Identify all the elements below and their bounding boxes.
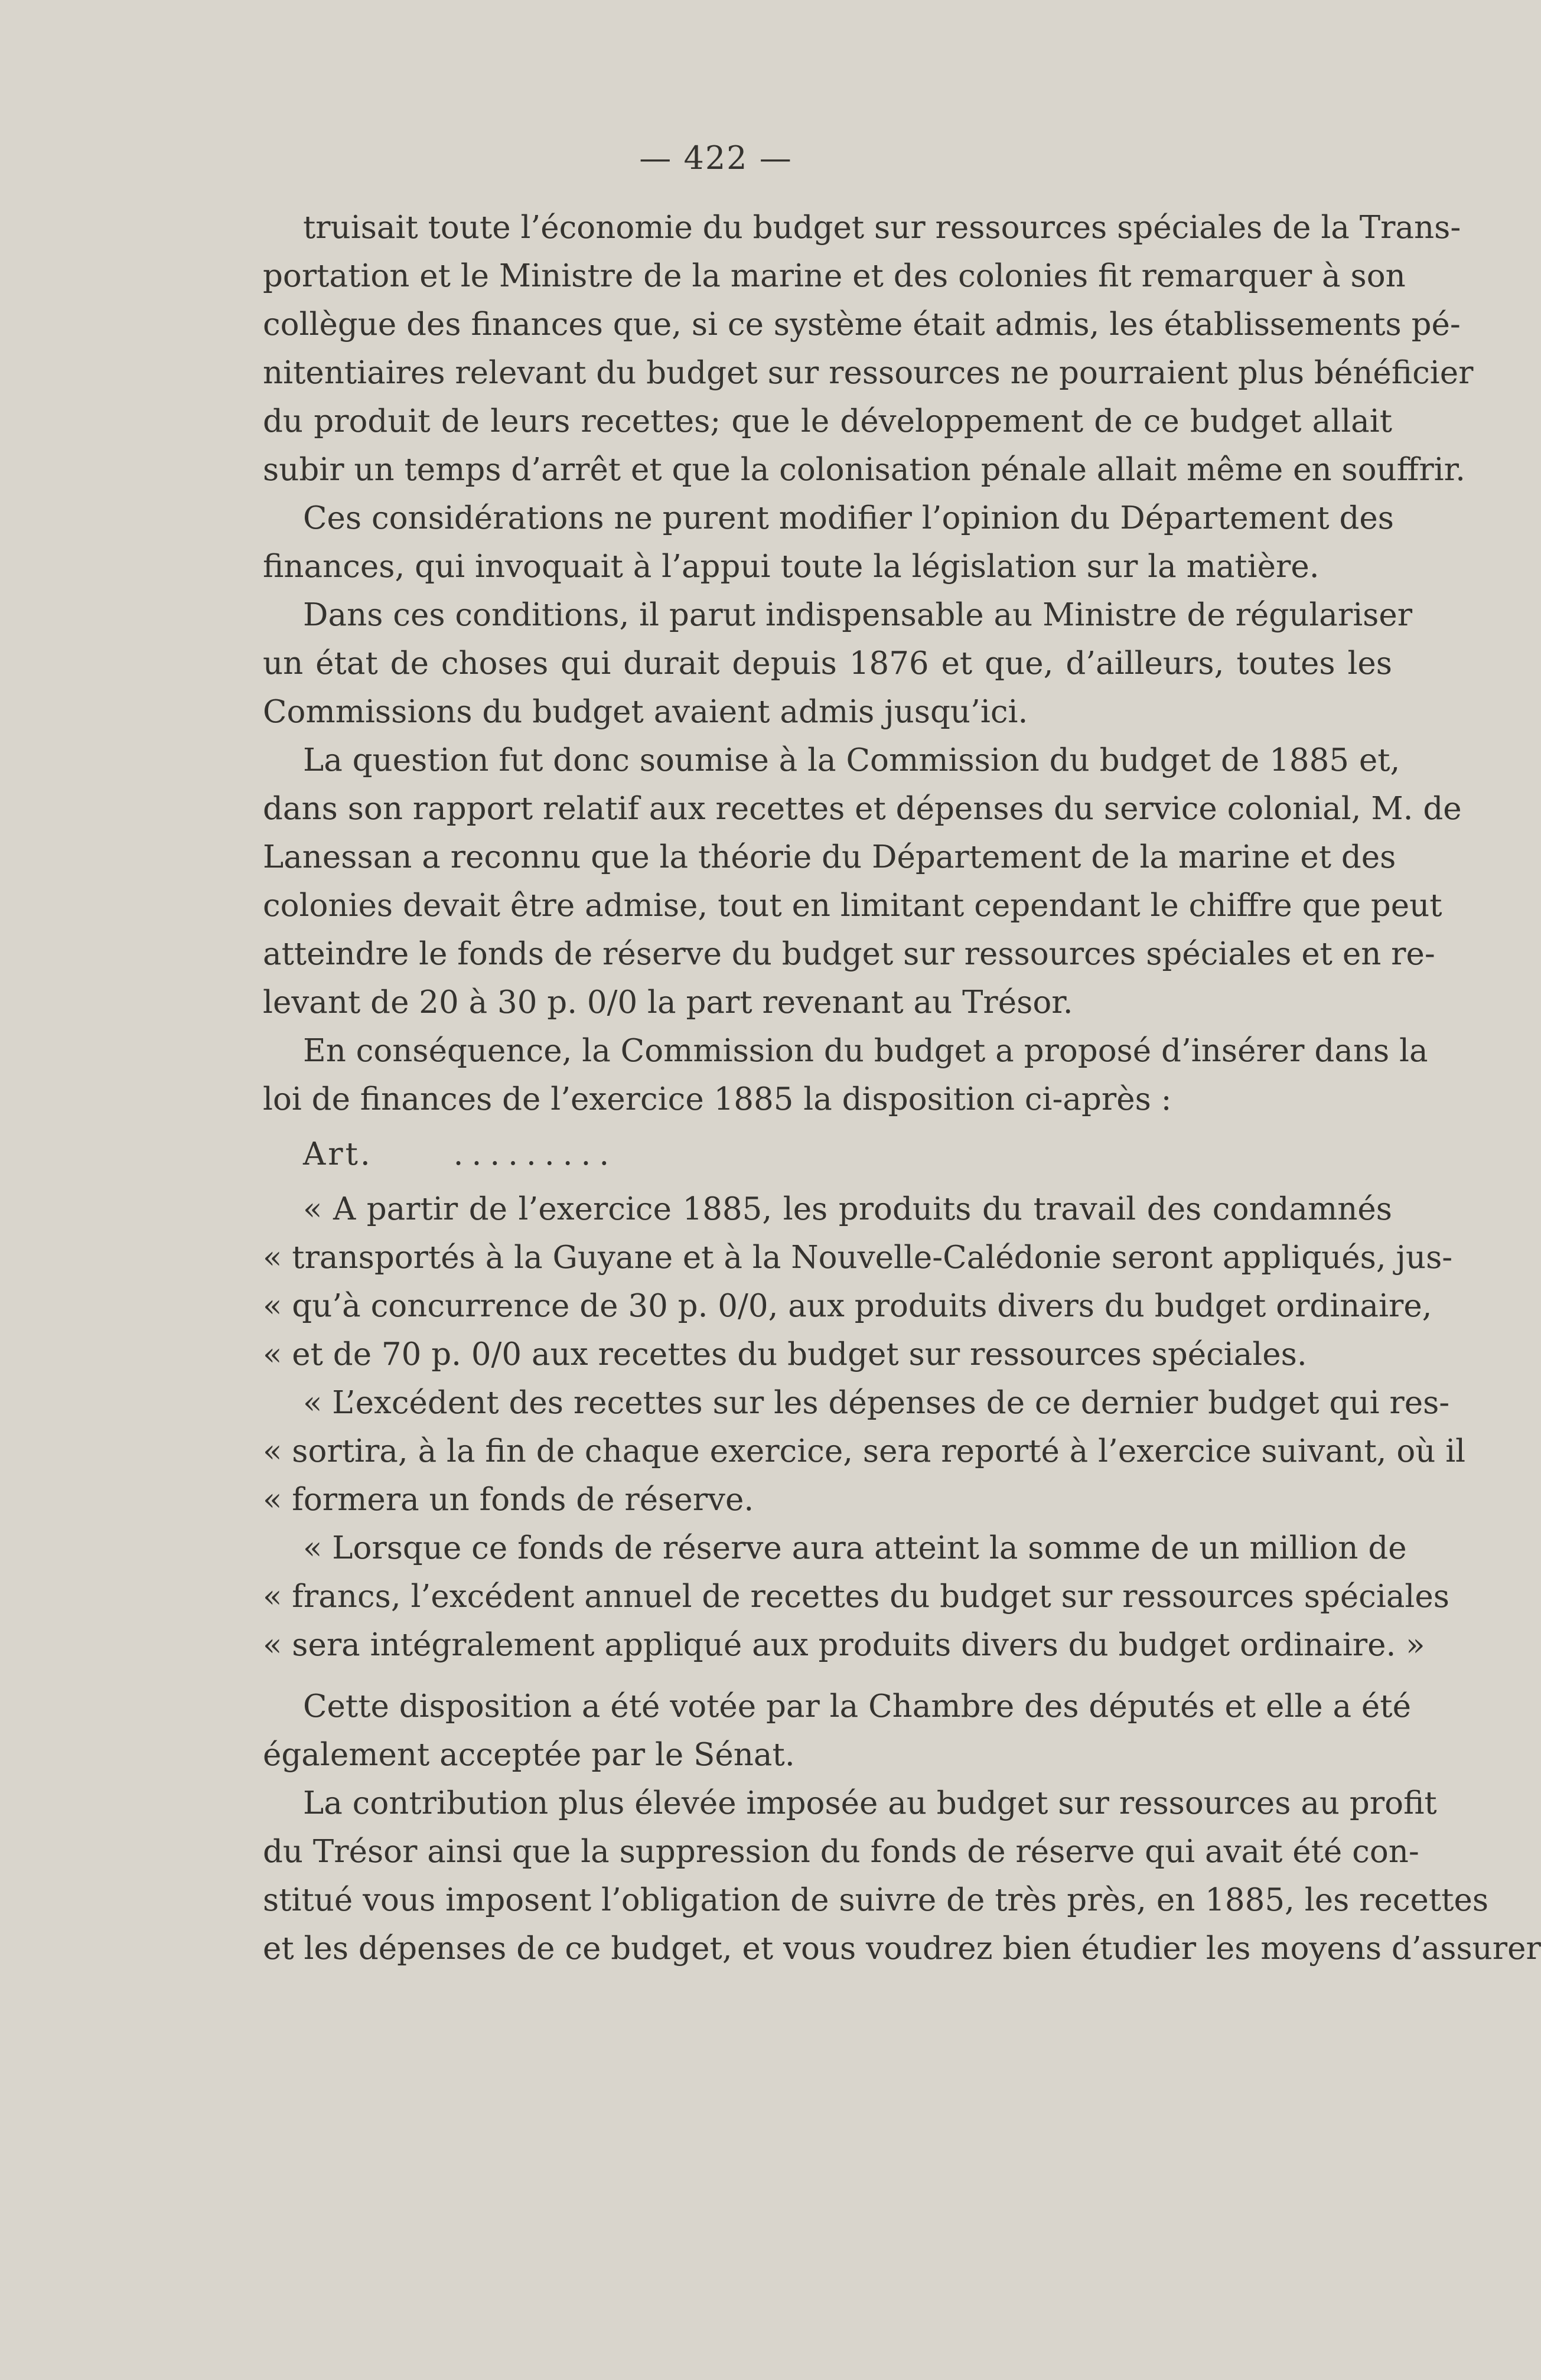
text-line: du produit de leurs recettes; que le développement de ce budget allait <box>263 403 1392 439</box>
paragraph <box>263 736 1462 1027</box>
text-line: un état de choses qui durait depuis 1876 et que, d’ailleurs, toutes les <box>263 645 1392 682</box>
text-line: du Trésor ainsi que la suppression du fonds de réserve qui avait été con- <box>263 1834 1419 1870</box>
text-line: et les dépenses de ce budget, et vous voudrez bien étudier les moyens d’assurer <box>263 1931 1541 1967</box>
text-line: atteindre le fonds de réserve du budget sur ressources spéciales et en re- <box>263 936 1435 972</box>
page-number: — 422 — <box>639 139 793 177</box>
quoted-article <box>263 1185 1466 1670</box>
text-line: levant de 20 à 30 p. 0/0 la part revenant au Trésor. <box>263 984 1073 1021</box>
quote-paragraph <box>263 1185 1453 1379</box>
text-line: « A partir de l’exercice 1885, les produits du travail des condamnés <box>303 1191 1392 1227</box>
text-line: finances, qui invoquait à l’appui toute la législation sur la matière. <box>263 549 1320 585</box>
text-line: La contribution plus élevée imposée au budget sur ressources au profit <box>303 1785 1437 1821</box>
paragraph <box>263 591 1413 736</box>
quote-paragraph <box>263 1524 1449 1670</box>
text-line: portation et le Ministre de la marine et des colonies fit remarquer à son <box>263 258 1406 294</box>
text-line: dans son rapport relatif aux recettes et dépenses du service colonial, M. de <box>263 791 1462 827</box>
text-line: Dans ces conditions, il parut indispensable au Ministre de régulariser <box>303 597 1413 633</box>
text-line: « francs, l’excédent annuel de recettes du budget sur ressources spéciales <box>263 1579 1449 1615</box>
text-line: « L’excédent des recettes sur les dépenses de ce dernier budget qui res- <box>303 1385 1450 1421</box>
text-line: également acceptée par le Sénat. <box>263 1737 795 1773</box>
text-line: truisait toute l’économie du budget sur ressources spéciales de la Trans- <box>303 210 1461 246</box>
text-line: « et de 70 p. 0/0 aux recettes du budget sur ressources spéciales. <box>263 1336 1307 1372</box>
article-heading <box>263 1124 1392 1185</box>
paragraph <box>263 204 1474 494</box>
text-line: « Lorsque ce fonds de réserve aura atteint la somme de un million de <box>303 1530 1407 1566</box>
text-line: Commissions du budget avaient admis jusqu’ici. <box>263 694 1028 730</box>
closing-paragraphs <box>263 1683 1541 1973</box>
text-line: En conséquence, la Commission du budget a proposé d’insérer dans la <box>303 1033 1428 1069</box>
paragraph <box>263 1027 1428 1124</box>
text-line: « sortira, à la fin de chaque exercice, sera reporté à l’exercice suivant, où il <box>263 1433 1466 1469</box>
article-label: Art. <box>303 1136 373 1172</box>
text-line: Cette disposition a été votée par la Chambre des députés et elle a été <box>303 1688 1411 1724</box>
quote-paragraph <box>263 1379 1466 1524</box>
section-gap <box>263 1670 1392 1683</box>
text-line: Ces considérations ne purent modifier l’opinion du Département des <box>303 500 1394 536</box>
text-line: loi de finances de l’exercice 1885 la disposition ci-après : <box>263 1081 1172 1117</box>
text-line: subir un temps d’arrêt et que la colonisation pénale allait même en souffrir. <box>263 452 1465 488</box>
text-line: collègue des finances que, si ce système était admis, les établissements pé- <box>263 307 1461 343</box>
paragraph <box>263 1779 1541 1973</box>
text-line: Lanessan a reconnu que la théorie du Département de la marine et des <box>263 839 1396 875</box>
article-dots: ......... <box>453 1136 618 1172</box>
body-text <box>263 204 1541 1973</box>
text-line: « qu’à concurrence de 30 p. 0/0, aux produits divers du budget ordinaire, <box>263 1288 1432 1324</box>
text-line: nitentiaires relevant du budget sur ressources ne pourraient plus bénéficier <box>263 355 1474 391</box>
text-line: La question fut donc soumise à la Commission du budget de 1885 et, <box>303 742 1400 778</box>
text-line: stitué vous imposent l’obligation de suivre de très près, en 1885, les recettes <box>263 1882 1489 1918</box>
main-paragraphs <box>263 204 1474 1124</box>
text-line: « sera intégralement appliqué aux produits divers du budget ordinaire. » <box>263 1627 1425 1663</box>
paragraph <box>263 494 1392 591</box>
text-line: colonies devait être admise, tout en limitant cependant le chiffre que peut <box>263 888 1442 924</box>
paragraph <box>263 1683 1411 1779</box>
text-line: « transportés à la Guyane et à la Nouvelle-Calédonie seront appliqués, jus- <box>263 1240 1453 1276</box>
text-line: « formera un fonds de réserve. <box>263 1482 754 1518</box>
